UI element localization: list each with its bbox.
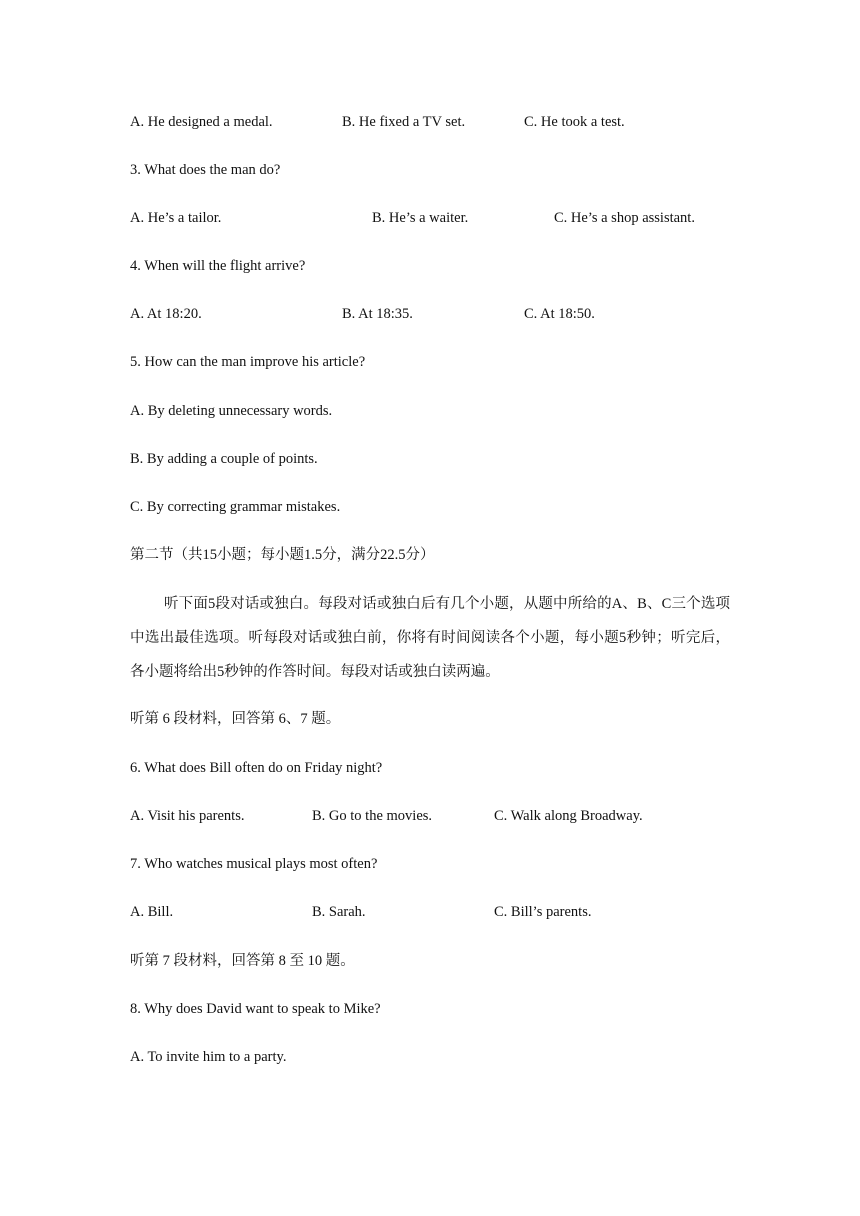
q4-option-b: B. At 18:35. [342, 306, 413, 322]
q2-option-c: C. He took a test. [524, 114, 625, 130]
q3-question: 3. What does the man do? [130, 162, 281, 178]
q6-option-b: B. Go to the movies. [312, 808, 433, 824]
q7-question: 7. Who watches musical plays most often? [130, 856, 378, 872]
q3-option-a: A. He’s a tailor. [130, 210, 222, 226]
q6-option-c: C. Walk along Broadway. [494, 808, 643, 824]
q3-option-b: B. He’s a waiter. [372, 210, 469, 226]
q4-option-a: A. At 18:20. [130, 306, 202, 322]
material7-heading: 听第 7 段材料，回答第 8 至 10 题。 [130, 953, 355, 969]
q2-option-a: A. He designed a medal. [130, 114, 273, 130]
q6-question: 6. What does Bill often do on Friday night? [130, 760, 383, 776]
q7-option-b: B. Sarah. [312, 904, 366, 920]
q7-option-c: C. Bill’s parents. [494, 904, 592, 920]
q8-option-a: A. To invite him to a party. [130, 1049, 287, 1065]
q4-option-c: C. At 18:50. [524, 306, 595, 322]
q5-question: 5. How can the man improve his article? [130, 354, 366, 370]
section2-heading: 第二节（共15小题；每小题1.5分，满分22.5分） [130, 547, 435, 563]
q5-option-c: C. By correcting grammar mistakes. [130, 499, 341, 515]
q2-option-b: B. He fixed a TV set. [342, 114, 466, 130]
q5-option-b: B. By adding a couple of points. [130, 451, 318, 467]
section2-instructions: 听下面5段对话或独白。每段对话或独白后有几个小题，从题中所给的A、B、C三个选项中选出最佳选项。听每段对话或独白前，你将有时间阅读各个小题，每小题5秒钟；听完后，各小题将给出5秒钟的作答时间。每段对话或独白读两遍。 [130, 596, 730, 680]
q8-question: 8. Why does David want to speak to Mike? [130, 1001, 381, 1017]
material6-heading: 听第 6 段材料，回答第 6、7 题。 [130, 711, 341, 727]
q6-option-a: A. Visit his parents. [130, 808, 245, 824]
q5-option-a: A. By deleting unnecessary words. [130, 403, 333, 419]
q7-option-a: A. Bill. [130, 904, 174, 920]
q3-option-c: C. He’s a shop assistant. [554, 210, 695, 226]
q4-question: 4. When will the flight arrive? [130, 258, 306, 274]
